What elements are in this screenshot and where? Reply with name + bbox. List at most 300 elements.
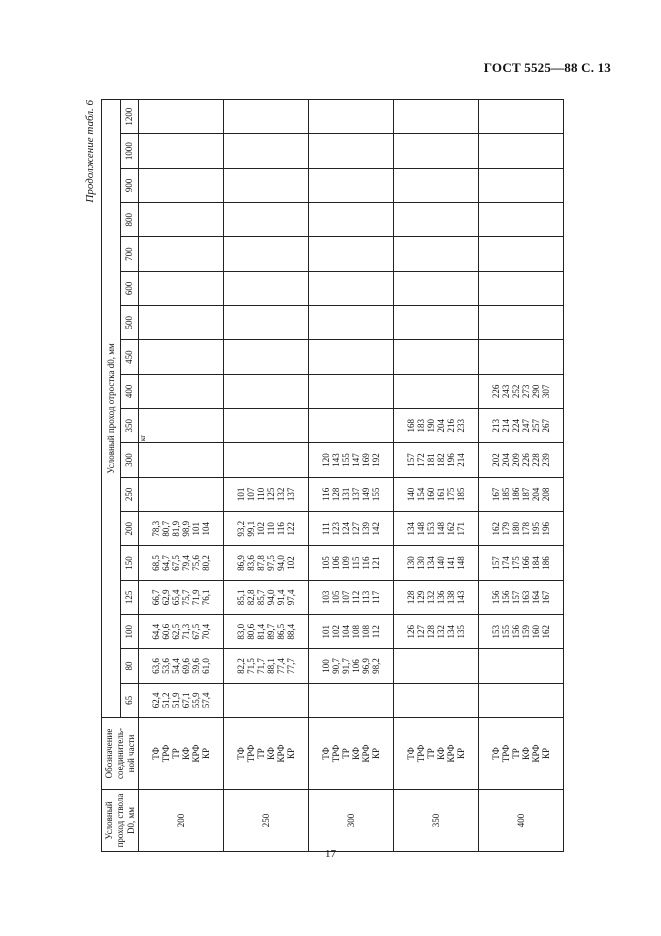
weight-cell xyxy=(224,168,309,202)
weight-value: 128 xyxy=(331,487,341,502)
weight-value: 93,2 xyxy=(236,520,246,537)
weight-value: 105 xyxy=(321,556,331,570)
weight-cell xyxy=(224,615,309,649)
weight-value: 61,0 xyxy=(201,658,211,674)
weight-value: 161 xyxy=(436,487,446,502)
designation-header-line-1: Обозначение xyxy=(103,728,114,779)
designation-item: ТР xyxy=(511,748,521,759)
weight-cell xyxy=(139,512,224,546)
weight-value: 83,0 xyxy=(236,623,246,640)
continuation-label: Продолжение табл. 6 xyxy=(84,100,96,203)
weight-value: 71,7 xyxy=(256,658,266,674)
weight-value: 81,9 xyxy=(171,520,181,537)
weight-value: 224 xyxy=(511,418,521,433)
branch-size-300: 300 xyxy=(121,443,139,477)
weight-cell xyxy=(394,168,479,202)
weight-value: 167 xyxy=(541,590,551,605)
weight-value: 186 xyxy=(541,556,551,570)
weight-value: 185 xyxy=(501,487,511,502)
weight-value: 204 xyxy=(501,453,511,467)
weight-cell xyxy=(309,443,394,477)
weight-value: 123 xyxy=(331,521,341,536)
weight-value: 157 xyxy=(406,453,416,467)
designation-item: КРФ xyxy=(361,744,371,763)
weight-cell xyxy=(224,99,309,134)
weight-value: 178 xyxy=(521,521,531,536)
weight-value: 186 xyxy=(511,487,521,502)
weight-value: 160 xyxy=(426,487,436,502)
weight-value: 147 xyxy=(351,453,361,467)
weight-cell xyxy=(479,615,564,649)
weight-value: 80,7 xyxy=(161,520,171,537)
weight-value: 162 xyxy=(541,624,551,639)
table-row xyxy=(479,99,564,851)
weight-cell xyxy=(139,99,224,134)
weight-cell xyxy=(224,306,309,340)
weight-cell xyxy=(309,649,394,683)
designation-item: ТР xyxy=(256,748,266,759)
designation-item: КФ xyxy=(521,747,531,760)
weight-value: 208 xyxy=(541,487,551,502)
weight-value: 67,1 xyxy=(181,692,191,709)
weight-value: 141 xyxy=(446,556,456,570)
weight-value: 252 xyxy=(511,384,521,399)
designation-cell xyxy=(139,718,224,790)
designation-item: КРФ xyxy=(531,744,541,763)
weight-value: 82,2 xyxy=(236,658,246,674)
weight-value: 167 xyxy=(491,487,501,502)
weight-value: 140 xyxy=(436,556,446,570)
nominal-bore-cell: 350 xyxy=(394,790,479,852)
weight-cell xyxy=(479,546,564,580)
table-row xyxy=(224,99,309,851)
weight-value: 156 xyxy=(511,624,521,639)
weight-cell xyxy=(139,443,224,477)
weight-value: 122 xyxy=(286,521,296,536)
weight-value: 187 xyxy=(521,487,531,502)
weight-value: 172 xyxy=(416,453,426,467)
weight-value: 85,1 xyxy=(236,589,246,606)
branch-size-1000: 1000 xyxy=(121,134,139,168)
weight-value: 120 xyxy=(321,453,331,467)
weight-cell xyxy=(394,649,479,683)
weight-value: 102 xyxy=(286,556,296,570)
weight-cell xyxy=(224,649,309,683)
branch-size-250: 250 xyxy=(121,477,139,511)
weight-value: 190 xyxy=(426,418,436,433)
weight-value: 60,6 xyxy=(161,623,171,640)
weight-value: 153 xyxy=(491,624,501,639)
weight-cell xyxy=(224,477,309,511)
weight-cell xyxy=(224,409,309,443)
weight-cell xyxy=(309,203,394,237)
weight-cell xyxy=(139,615,224,649)
branch-size-500: 500 xyxy=(121,306,139,340)
designation-item: КРФ xyxy=(276,744,286,763)
weight-value: 185 xyxy=(456,487,466,502)
nominal-bore-cell: 400 xyxy=(479,790,564,852)
weight-cell xyxy=(139,237,224,271)
designation-item: ТФ xyxy=(151,747,161,760)
weight-value: 156 xyxy=(491,590,501,605)
weight-cell xyxy=(139,374,224,408)
designation-item: ТРФ xyxy=(501,744,511,763)
weight-value: 159 xyxy=(521,624,531,639)
weight-cell xyxy=(224,271,309,305)
nominal-bore-cell: 200 xyxy=(139,790,224,852)
designation-cell xyxy=(479,718,564,790)
weight-cell xyxy=(309,237,394,271)
weight-value: 71,9 xyxy=(191,589,201,606)
weight-value: 125 xyxy=(266,487,276,502)
weight-cell xyxy=(479,683,564,717)
page-number: 17 xyxy=(325,848,336,860)
weight-value: 168 xyxy=(406,418,416,433)
designation-item: ТФ xyxy=(406,747,416,760)
weight-cell xyxy=(479,443,564,477)
weight-cell xyxy=(394,409,479,443)
nominal-bore-header-line-3: D0, мм xyxy=(125,807,136,834)
weight-value: 116 xyxy=(276,522,286,536)
weight-value: 105 xyxy=(331,590,341,605)
weight-value: 94,0 xyxy=(276,555,286,571)
weight-cell xyxy=(479,649,564,683)
weight-value: 162 xyxy=(446,521,456,536)
weight-value: 132 xyxy=(436,624,446,639)
designation-item: КФ xyxy=(436,747,446,760)
weight-value: 204 xyxy=(436,418,446,433)
weight-value: 99,1 xyxy=(246,520,256,537)
weight-cell xyxy=(309,409,394,443)
weight-value: 163 xyxy=(521,590,531,605)
weight-cell xyxy=(139,306,224,340)
branch-size-800: 800 xyxy=(121,203,139,237)
weight-cell xyxy=(139,546,224,580)
branch-size-100: 100 xyxy=(121,615,139,649)
weight-value: 101 xyxy=(191,521,201,536)
weight-value: 131 xyxy=(341,487,351,502)
table-row xyxy=(139,99,224,851)
weight-cell xyxy=(394,546,479,580)
weight-value: 113 xyxy=(361,590,371,604)
weight-value: 128 xyxy=(426,624,436,639)
weight-value: 109 xyxy=(341,556,351,570)
nominal-bore-cell: 250 xyxy=(224,790,309,852)
weight-value: 79,4 xyxy=(181,555,191,571)
weight-cell xyxy=(224,374,309,408)
weight-value: 62,4 xyxy=(151,692,161,709)
weight-cell xyxy=(309,477,394,511)
weight-cell xyxy=(139,271,224,305)
weight-value: 81,4 xyxy=(256,623,266,640)
weight-value: 204 xyxy=(531,487,541,502)
nominal-bore-header-line-1: Условный xyxy=(103,801,114,840)
weight-value: 213 xyxy=(491,418,501,433)
weight-value: 166 xyxy=(521,556,531,570)
branch-size-150: 150 xyxy=(121,546,139,580)
weight-cell xyxy=(479,306,564,340)
weight-cell xyxy=(394,99,479,134)
weight-cell xyxy=(139,477,224,511)
weight-value: 108 xyxy=(361,624,371,639)
branch-size-350: 350 xyxy=(121,409,139,443)
designation-cell xyxy=(309,718,394,790)
designation-item: ТР xyxy=(171,748,181,759)
weight-value: 195 xyxy=(531,521,541,536)
weight-value: 243 xyxy=(501,384,511,399)
weight-value: 209 xyxy=(511,453,521,467)
weight-value: 157 xyxy=(491,556,501,570)
weight-cell xyxy=(224,546,309,580)
weight-cell xyxy=(479,168,564,202)
designation-item: ТРФ xyxy=(161,744,171,763)
weight-value: 134 xyxy=(426,556,436,570)
weight-value: 128 xyxy=(406,590,416,605)
weight-cell xyxy=(224,237,309,271)
designation-cell xyxy=(224,718,309,790)
weight-value: 202 xyxy=(491,453,501,467)
weight-value: 169 xyxy=(361,453,371,467)
weight-value: 139 xyxy=(361,521,371,536)
weight-value: 156 xyxy=(501,590,511,605)
weight-value: 214 xyxy=(501,418,511,433)
designation-item: ТФ xyxy=(491,747,501,760)
weight-value: 62,5 xyxy=(171,623,181,640)
weight-cell xyxy=(479,580,564,614)
designation-item: ТР xyxy=(341,748,351,759)
weight-value: 91,7 xyxy=(341,658,351,674)
weight-cell xyxy=(394,443,479,477)
weight-value: 102 xyxy=(331,624,341,639)
weight-value: 307 xyxy=(541,384,551,399)
weight-value: 130 xyxy=(416,556,426,570)
weight-value: 65,4 xyxy=(171,589,181,606)
weight-value: 69,6 xyxy=(181,658,191,674)
weight-cell xyxy=(479,477,564,511)
weight-value: 216 xyxy=(446,418,456,433)
designation-item: КФ xyxy=(351,747,361,760)
weight-value: 86,5 xyxy=(276,623,286,640)
weight-value: 138 xyxy=(446,590,456,605)
rotated-content xyxy=(84,100,624,852)
weight-value: 89,7 xyxy=(266,623,276,640)
designation-item: КР xyxy=(456,748,466,760)
weight-cell xyxy=(479,237,564,271)
weight-value: 71,5 xyxy=(246,658,256,674)
weight-value: 155 xyxy=(501,624,511,639)
weight-value: 174 xyxy=(501,556,511,570)
weight-value: 97,5 xyxy=(266,555,276,571)
weight-value: 67,5 xyxy=(191,623,201,640)
weight-value: 273 xyxy=(521,384,531,399)
weight-cell xyxy=(394,683,479,717)
weight-value: 51,9 xyxy=(171,692,181,709)
weight-value: 184 xyxy=(531,556,541,570)
branch-size-65: 65 xyxy=(121,683,139,717)
page-header: ГОСТ 5525—88 С. 13 xyxy=(483,60,611,75)
weight-cell xyxy=(309,546,394,580)
weight-value: 155 xyxy=(341,453,351,467)
designation-item: ТРФ xyxy=(416,744,426,763)
weight-value: 107 xyxy=(341,590,351,605)
weight-value: 148 xyxy=(416,521,426,536)
designation-item: КР xyxy=(541,748,551,760)
weight-value: 80,6 xyxy=(246,623,256,640)
weight-value: 106 xyxy=(351,659,361,673)
weight-cell xyxy=(394,580,479,614)
table-body xyxy=(139,99,564,851)
weight-value: 101 xyxy=(236,487,246,502)
weight-value: 112 xyxy=(351,590,361,604)
weight-value: 175 xyxy=(511,556,521,570)
weight-cell xyxy=(224,134,309,168)
weight-value: 96,9 xyxy=(361,658,371,674)
branch-size-200: 200 xyxy=(121,512,139,546)
weight-value: 107 xyxy=(246,487,256,502)
weight-cell xyxy=(309,340,394,374)
weight-value: 98,2 xyxy=(371,658,381,674)
weight-cell xyxy=(479,374,564,408)
weight-cell xyxy=(394,203,479,237)
weight-cell xyxy=(309,134,394,168)
weight-value: 78,3 xyxy=(151,520,161,537)
weight-value: 196 xyxy=(446,453,456,467)
weight-cell xyxy=(224,580,309,614)
weight-value: 62,9 xyxy=(161,589,171,606)
weight-cell xyxy=(139,340,224,374)
branch-size-600: 600 xyxy=(121,271,139,305)
weight-value: 121 xyxy=(371,556,381,570)
weight-value: 155 xyxy=(371,487,381,502)
nominal-bore-header xyxy=(102,790,139,852)
weight-value: 100 xyxy=(321,659,331,673)
weight-value: 143 xyxy=(456,590,466,605)
weight-value: 91,4 xyxy=(276,589,286,606)
weight-value: 82,8 xyxy=(246,589,256,606)
designation-item: КР xyxy=(371,748,381,760)
weight-value: 171 xyxy=(456,521,466,536)
weight-value: 88,1 xyxy=(266,658,276,674)
weight-value: 116 xyxy=(321,487,331,501)
designation-item: КРФ xyxy=(191,744,201,763)
designation-item: ТР xyxy=(426,748,436,759)
weight-value: 80,2 xyxy=(201,555,211,571)
weight-value: 180 xyxy=(511,521,521,536)
weight-value: 132 xyxy=(426,590,436,605)
weight-value: 127 xyxy=(351,521,361,536)
weight-value: 57,4 xyxy=(201,692,211,709)
weight-value: 67,5 xyxy=(171,555,181,571)
weight-cell xyxy=(139,580,224,614)
weight-cell xyxy=(479,512,564,546)
designation-item: ТРФ xyxy=(331,744,341,763)
weight-value: 136 xyxy=(436,590,446,605)
weight-value: 106 xyxy=(331,556,341,570)
weight-value: 70,4 xyxy=(201,623,211,640)
weight-cell xyxy=(309,99,394,134)
weight-value: 196 xyxy=(541,521,551,536)
weight-cell xyxy=(394,134,479,168)
weight-value: 135 xyxy=(456,624,466,639)
weight-cell xyxy=(139,409,224,443)
weight-value: 112 xyxy=(371,625,381,639)
weight-cell xyxy=(479,134,564,168)
weight-cell xyxy=(224,340,309,374)
weight-cell xyxy=(139,649,224,683)
weight-value: 226 xyxy=(521,453,531,467)
weight-value: 97,4 xyxy=(286,589,296,606)
nominal-bore-cell: 300 xyxy=(309,790,394,852)
weights-table xyxy=(101,99,564,852)
weight-cell xyxy=(394,477,479,511)
weight-value: 126 xyxy=(406,624,416,639)
weight-value: 64,7 xyxy=(161,555,171,571)
weight-cell xyxy=(309,306,394,340)
weight-cell xyxy=(139,203,224,237)
weight-value: 124 xyxy=(341,521,351,536)
weight-value: 110 xyxy=(266,522,276,536)
weight-value: 192 xyxy=(371,453,381,467)
weight-value: 127 xyxy=(416,624,426,639)
weight-value: 90,7 xyxy=(331,658,341,674)
weight-value: 179 xyxy=(501,521,511,536)
weight-value: 137 xyxy=(286,487,296,502)
weight-value: 137 xyxy=(351,487,361,502)
designation-item: КФ xyxy=(266,747,276,760)
weight-value: 85,7 xyxy=(256,589,266,606)
weight-cell xyxy=(224,443,309,477)
weight-value: 68,5 xyxy=(151,555,161,571)
nominal-bore-header-line-2: проход ствола xyxy=(114,793,125,848)
weight-cell xyxy=(224,512,309,546)
weight-cell xyxy=(394,615,479,649)
weight-cell xyxy=(479,203,564,237)
weight-value: 66,7 xyxy=(151,589,161,606)
weight-value: 77,7 xyxy=(286,658,296,674)
weight-value: 142 xyxy=(371,521,381,536)
weight-cell xyxy=(394,374,479,408)
weight-value: 130 xyxy=(406,556,416,570)
weight-value: 160 xyxy=(531,624,541,639)
designation-item: ТФ xyxy=(321,747,331,760)
weight-cell xyxy=(309,168,394,202)
weight-value: 55,9 xyxy=(191,692,201,709)
designation-item: ТРФ xyxy=(246,744,256,763)
branch-size-80: 80 xyxy=(121,649,139,683)
designation-item: КФ xyxy=(181,747,191,760)
weight-value: 64,4 xyxy=(151,623,161,640)
branch-size-900: 900 xyxy=(121,168,139,202)
weight-value: 153 xyxy=(426,521,436,536)
weight-value: 239 xyxy=(541,453,551,467)
weight-value: 267 xyxy=(541,418,551,433)
rotated-table-stage xyxy=(84,100,624,852)
weight-value: 132 xyxy=(276,487,286,502)
branch-size-1200: 1200 xyxy=(121,99,139,134)
weight-value: 88,4 xyxy=(286,623,296,640)
designation-item: КР xyxy=(286,748,296,760)
weight-value: 83,6 xyxy=(246,555,256,571)
weight-cell xyxy=(479,271,564,305)
weight-value: 233 xyxy=(456,418,466,433)
weight-value: 94,0 xyxy=(266,589,276,606)
weight-cell xyxy=(139,168,224,202)
weight-cell xyxy=(309,271,394,305)
designation-item: КРФ xyxy=(446,744,456,763)
weight-value: 182 xyxy=(436,453,446,467)
weight-value: 129 xyxy=(416,590,426,605)
weight-value: 154 xyxy=(416,487,426,502)
